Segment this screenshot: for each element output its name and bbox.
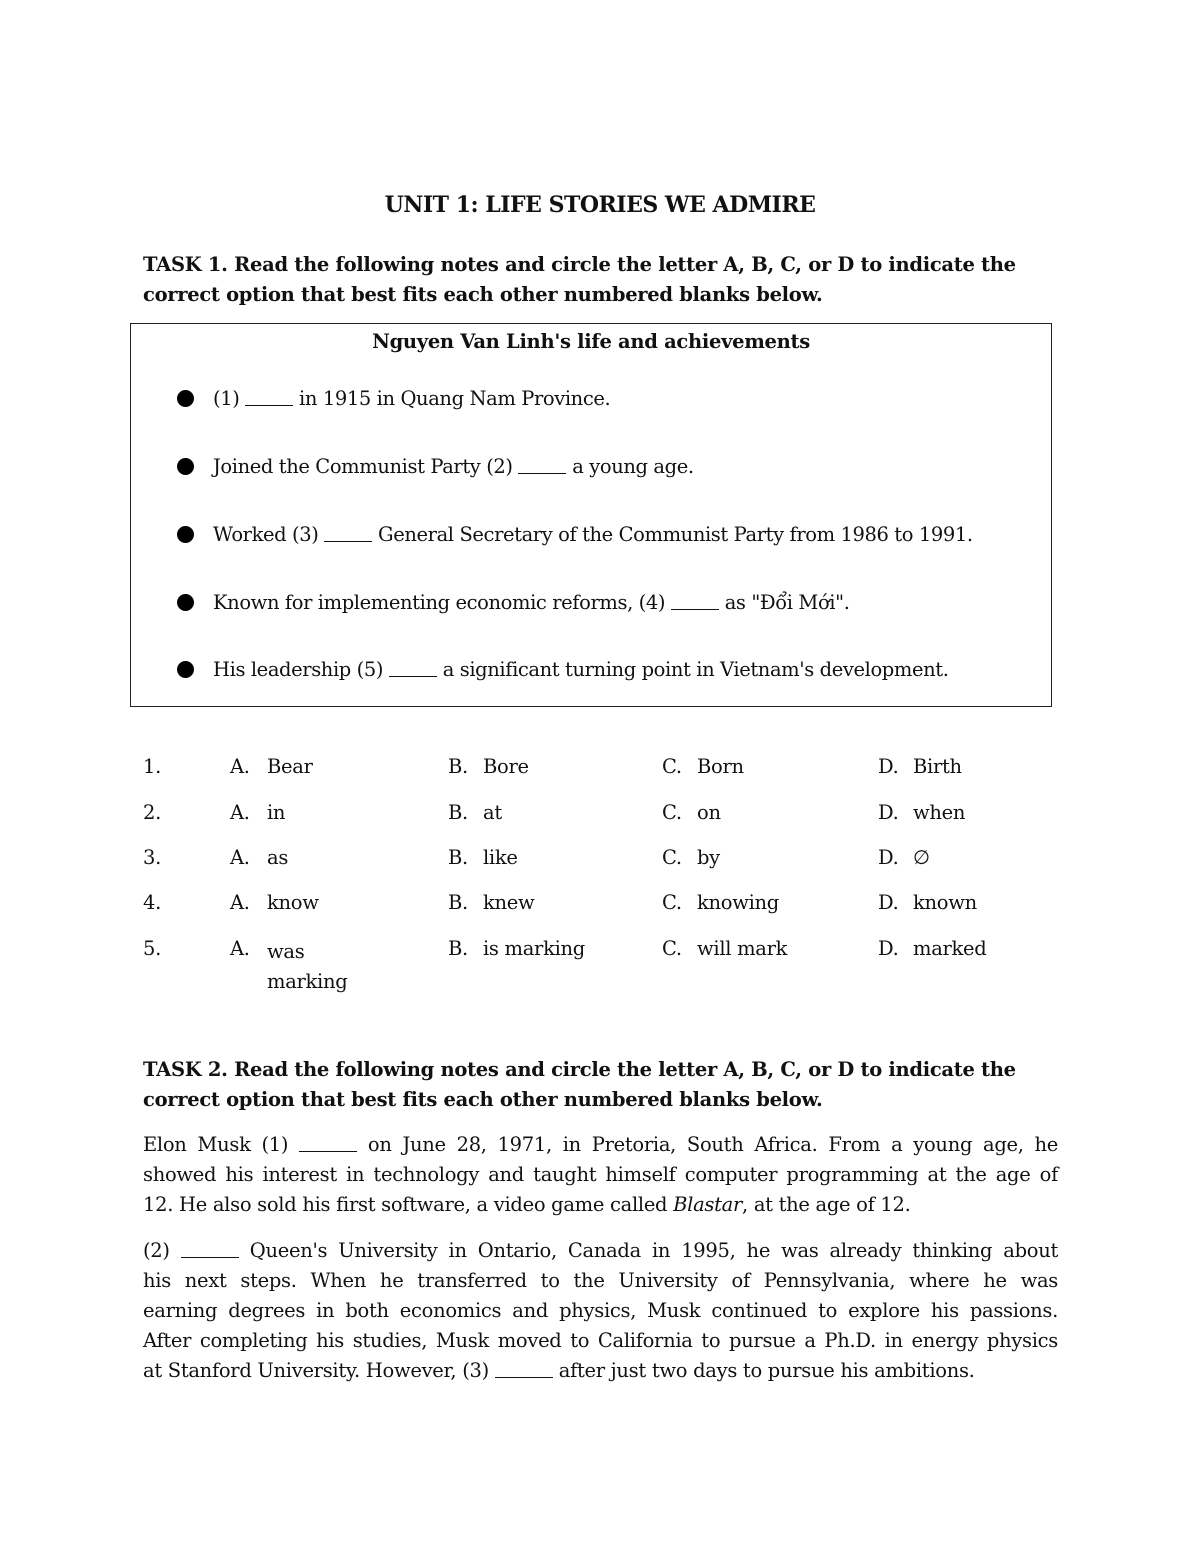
option-text-c[interactable]: on [697,801,721,824]
option-letter-a[interactable]: A. [230,937,250,960]
option-text-d[interactable]: known [913,891,977,914]
option-letter-a[interactable]: A. [230,755,250,778]
option-text-d[interactable]: Birth [913,755,962,778]
option-letter-d[interactable]: D. [878,755,899,778]
option-letter-d[interactable]: D. [878,801,899,824]
option-letter-a[interactable]: A. [230,846,250,869]
question-number: 4. [143,891,162,914]
note-text-before: His leadership (5) [213,658,389,681]
task2-heading [143,1055,1058,1115]
task1-heading-line1: TASK 1. Read the following notes and circle the letter A, B, C, or D to indicate the [143,253,1016,276]
answer-blank [245,391,293,406]
option-text-d[interactable]: ∅ [913,846,930,869]
option-text-c[interactable]: will mark [697,937,788,960]
option-letter-a[interactable]: A. [230,891,250,914]
notes-box [130,323,1052,707]
option-text-c[interactable]: knowing [697,891,779,914]
option-letter-d[interactable]: D. [878,846,899,869]
answer-blank [181,1243,239,1258]
text-run: Queen's University in Ontario, Canada in 1995, he was already thinking about [238,1239,1058,1262]
task2-heading-line1: TASK 2. Read the following notes and circle the letter A, B, C, or D to indicate the [143,1058,1016,1081]
note-text-before: Worked (3) [213,523,325,546]
bullet-icon [177,458,194,475]
game-title-italic: Blastar [673,1193,743,1216]
note-text-after: General Secretary of the Communist Party from 1986 to 1991. [372,523,973,546]
answer-blank [389,662,437,677]
option-text-b[interactable]: knew [483,891,535,914]
option-text-b[interactable]: Bore [483,755,529,778]
note-item [177,658,949,681]
question-number: 3. [143,846,162,869]
option-letter-b[interactable]: B. [448,846,468,869]
passage-paragraph-2 [143,1236,1058,1386]
option-letter-c[interactable]: C. [662,755,682,778]
bullet-icon [177,661,194,678]
option-text-b[interactable]: at [483,801,502,824]
option-letter-d[interactable]: D. [878,891,899,914]
text-run: on June 28, 1971, in Pretoria, South Africa. From a young age, he [357,1133,1058,1156]
text-run: 12. He also sold his first software, a video game called [143,1193,674,1216]
option-letter-c[interactable]: C. [662,891,682,914]
text-run: , at the age of 12. [742,1193,911,1216]
question-number: 1. [143,755,162,778]
note-text-after: in 1915 in Quang Nam Province. [293,387,611,410]
bullet-icon [177,390,194,407]
option-text-d[interactable]: when [913,801,966,824]
option-letter-c[interactable]: C. [662,846,682,869]
note-text-before: (1) [213,387,246,410]
answer-blank [495,1363,553,1378]
option-text-a[interactable]: Bear [267,755,313,778]
task1-heading-line2: correct option that best fits each other numbered blanks below. [143,283,823,306]
option-text-c[interactable]: by [697,846,720,869]
text-run: after just two days to pursue his ambitions. [552,1359,975,1382]
answer-blank [324,527,372,542]
answer-blank [518,459,566,474]
note-item [177,387,610,410]
option-text-b[interactable]: like [483,846,518,869]
bullet-icon [177,526,194,543]
option-letter-b[interactable]: B. [448,891,468,914]
option-letter-a[interactable]: A. [230,801,250,824]
note-text-before: Joined the Communist Party (2) [213,455,519,478]
paragraph-line [143,1130,1058,1160]
paragraph-line [143,1190,1058,1220]
paragraph-line: earning degrees in both economics and physics, Musk continued to explore his passions. [143,1299,1058,1322]
paragraph-line: showed his interest in technology and taught himself computer programming at the age of [143,1163,1058,1186]
option-letter-c[interactable]: C. [662,801,682,824]
paragraph-line: his next steps. When he transferred to the University of Pennsylvania, where he was [143,1269,1058,1292]
option-text-a[interactable]: know [267,891,319,914]
question-number: 5. [143,937,162,960]
text-run: (2) [143,1239,181,1262]
note-text-before: Known for implementing economic reforms, (4) [213,591,671,614]
option-letter-b[interactable]: B. [448,755,468,778]
note-item [177,455,694,478]
option-letter-d[interactable]: D. [878,937,899,960]
option-text-c[interactable]: Born [697,755,744,778]
task1-heading [143,250,1058,310]
note-item [177,523,973,546]
answer-blank [671,595,719,610]
task2-heading-line2: correct option that best fits each other numbered blanks below. [143,1088,823,1111]
note-text-after: a significant turning point in Vietnam's development. [436,658,949,681]
option-text-a[interactable]: in [267,801,286,824]
option-letter-c[interactable]: C. [662,937,682,960]
option-text-d[interactable]: marked [913,937,987,960]
option-text-a[interactable]: as [267,846,289,869]
paragraph-line [143,1356,1058,1386]
option-text-a[interactable]: was marking [267,940,348,993]
text-run: Elon Musk (1) [143,1133,300,1156]
option-letter-b[interactable]: B. [448,801,468,824]
option-letter-b[interactable]: B. [448,937,468,960]
notes-box-title: Nguyen Van Linh's life and achievements [372,330,810,353]
bullet-icon [177,594,194,611]
note-text-after: a young age. [566,455,694,478]
paragraph-line [143,1236,1058,1266]
paragraph-line: After completing his studies, Musk moved to California to pursue a Ph.D. in energy physics [143,1329,1058,1352]
passage-paragraph-1 [143,1130,1058,1220]
answer-blank [299,1137,357,1152]
option-text-b[interactable]: is marking [483,937,585,960]
note-item [177,591,850,614]
question-number: 2. [143,801,162,824]
unit-title: UNIT 1: LIFE STORIES WE ADMIRE [384,192,816,218]
note-text-after: as "Đổi Mới". [718,591,850,614]
text-run: at Stanford University. However, (3) [143,1359,495,1382]
